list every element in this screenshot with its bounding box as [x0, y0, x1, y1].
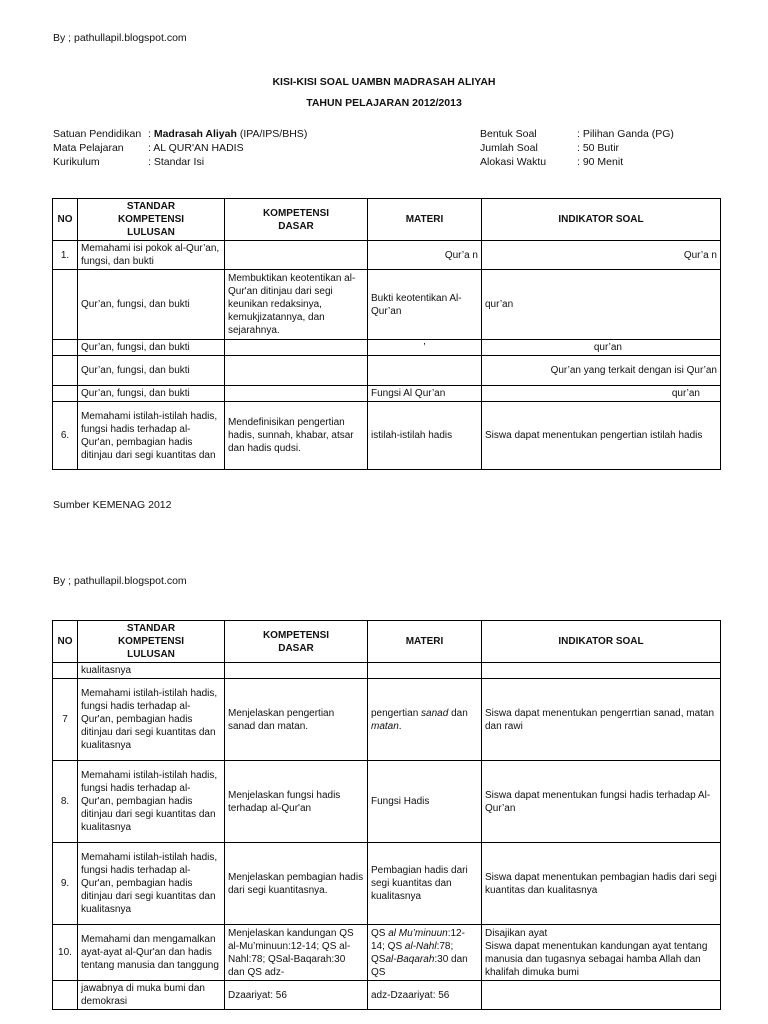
cell-skl: Qur’an, fungsi, dan bukti	[78, 340, 225, 356]
cell-skl: jawabnya di muka bumi dan demokrasi	[78, 981, 225, 1010]
cell-kd	[225, 241, 368, 270]
cell-materi	[368, 356, 482, 386]
meta-value: : Madrasah Aliyah (IPA/IPS/BHS)	[148, 128, 308, 140]
header-indikator: INDIKATOR SOAL	[482, 621, 721, 663]
table-row	[53, 356, 721, 386]
table-row	[53, 925, 721, 981]
cell-indikator: Siswa dapat menentukan pembagian hadis dari segi kuantitas dan kualitasnya	[482, 843, 721, 925]
cell-kd: Menjelaskan pembagian hadis dari segi kuantitasnya.	[225, 843, 368, 925]
cell-no	[53, 386, 78, 402]
meta-label: Jumlah Soal	[480, 142, 538, 154]
cell-no	[53, 981, 78, 1010]
header-skl: STANDAR KOMPETENSI LULUSAN	[78, 621, 225, 663]
header-skl: STANDAR KOMPETENSI LULUSAN	[78, 199, 225, 241]
table-row	[53, 241, 721, 270]
cell-materi: adz-Dzaariyat: 56	[368, 981, 482, 1010]
table-row	[53, 386, 721, 402]
table-header-row	[53, 621, 721, 663]
cell-materi: QS al Mu’minuun:12-14; QS al-Nahl:78; QSal-Baqarah:30 dan QS	[368, 925, 482, 981]
kisi-table-page2	[52, 620, 721, 1010]
meta-value: : Standar Isi	[148, 156, 205, 168]
cell-indikator: qur’an	[482, 386, 721, 402]
cell-skl: Memahami istilah-istilah hadis, fungsi hadis terhadap al-Qur'an, pembagian hadis ditinjau dari segi kuantitas dan kualitasnya	[78, 761, 225, 843]
table-row	[53, 340, 721, 356]
cell-materi: istilah-istilah hadis	[368, 402, 482, 470]
cell-materi: pengertian sanad dan matan.	[368, 679, 482, 761]
cell-indikator: qur’an	[482, 270, 721, 340]
cell-no: 9.	[53, 843, 78, 925]
cell-kd	[225, 356, 368, 386]
cell-indikator: Disajikan ayat Siswa dapat menentukan kandungan ayat tentang manusia dan tugasnya sebagai hamba Allah dan khalifah dimuka bumi	[482, 925, 721, 981]
table-row	[53, 402, 721, 470]
cell-skl: Qur’an, fungsi, dan bukti	[78, 356, 225, 386]
cell-no: 6.	[53, 402, 78, 470]
header-no: NO	[53, 199, 78, 241]
meta-label: Alokasi Waktu	[480, 156, 547, 168]
cell-no	[53, 356, 78, 386]
cell-indikator: qur’an	[482, 340, 721, 356]
header-materi: MATERI	[368, 621, 482, 663]
cell-materi: Fungsi Hadis	[368, 761, 482, 843]
cell-materi: Fungsi Al Qur’an	[368, 386, 482, 402]
cell-indikator: Siswa dapat menentukan pengertian istilah hadis	[482, 402, 721, 470]
source-note: Sumber KEMENAG 2012	[53, 499, 172, 511]
header-kd: KOMPETENSI DASAR	[225, 199, 368, 241]
header-no: NO	[53, 621, 78, 663]
cell-skl: Memahami istilah-istilah hadis, fungsi hadis terhadap al-Qur'an, pembagian hadis ditinjau dari segi kuantitas dan kualitasnya	[78, 843, 225, 925]
cell-materi: ’	[368, 340, 482, 356]
meta-label: Kurikulum	[53, 156, 100, 168]
table-row	[53, 270, 721, 340]
cell-kd: Menjelaskan fungsi hadis terhadap al-Qur'an	[225, 761, 368, 843]
cell-skl: Qur’an, fungsi, dan bukti	[78, 270, 225, 340]
cell-indikator: Qur’a n	[482, 241, 721, 270]
cell-no: 10.	[53, 925, 78, 981]
cell-skl: Memahami istilah-istilah hadis, fungsi hadis terhadap al-Qur'an, pembagian hadis ditinjau dari segi kuantitas dan	[78, 402, 225, 470]
byline: By ; pathullapil.blogspot.com	[53, 32, 187, 44]
kisi-table-page1	[52, 198, 721, 470]
table-row	[53, 761, 721, 843]
header-kd: KOMPETENSI DASAR	[225, 621, 368, 663]
table-row	[53, 663, 721, 679]
cell-skl: Memahami dan mengamalkan ayat-ayat al-Qur'an dan hadis tentang manusia dan tanggung	[78, 925, 225, 981]
cell-no: 1.	[53, 241, 78, 270]
header-materi: MATERI	[368, 199, 482, 241]
byline: By ; pathullapil.blogspot.com	[53, 575, 187, 587]
cell-no: 8.	[53, 761, 78, 843]
document-title: KISI-KISI SOAL UAMBN MADRASAH ALIYAH	[272, 76, 496, 88]
table-row	[53, 679, 721, 761]
cell-kd: Menjelaskan kandungan QS al-Mu’minuun:12-14; QS al-Nahl:78; QSal-Baqarah:30 dan QS adz-	[225, 925, 368, 981]
table-row	[53, 981, 721, 1010]
cell-no: 7	[53, 679, 78, 761]
meta-value: : 90 Menit	[577, 156, 624, 168]
meta-value: : 50 Butir	[577, 142, 620, 154]
table-header-row	[53, 199, 721, 241]
cell-skl: Memahami isi pokok al-Qur’an, fungsi, dan bukti	[78, 241, 225, 270]
cell-skl: Qur’an, fungsi, dan bukti	[78, 386, 225, 402]
cell-materi: Bukti keotentikan Al-Qur’an	[368, 270, 482, 340]
meta-label: Satuan Pendidikan	[53, 128, 142, 140]
cell-kd: Mendefinisikan pengertian hadis, sunnah, khabar, atsar dan hadis qudsi.	[225, 402, 368, 470]
cell-indikator: Siswa dapat menentukan pengerrtian sanad, matan dan rawi	[482, 679, 721, 761]
cell-no	[53, 340, 78, 356]
cell-no	[53, 270, 78, 340]
cell-kd	[225, 386, 368, 402]
cell-kd: Dzaariyat: 56	[225, 981, 368, 1010]
cell-skl: Memahami istilah-istilah hadis, fungsi hadis terhadap al-Qur'an, pembagian hadis ditinjau dari segi kuantitas dan kualitasnya	[78, 679, 225, 761]
cell-kd	[225, 340, 368, 356]
cell-kd: Membuktikan keotentikan al-Qur'an ditinjau dari segi keunikan redaksinya, kemukjizatannya, dan sejarahnya.	[225, 270, 368, 340]
meta-label: Bentuk Soal	[480, 128, 537, 140]
meta-value: : AL QUR'AN HADIS	[148, 142, 244, 154]
cell-materi: Pembagian hadis dari segi kuantitas dan kualitasnya	[368, 843, 482, 925]
document-subtitle: TAHUN PELAJARAN 2012/2013	[306, 97, 462, 109]
table-row	[53, 843, 721, 925]
meta-value: : Pilihan Ganda (PG)	[577, 128, 674, 140]
header-indikator: INDIKATOR SOAL	[482, 199, 721, 241]
cell-indikator	[482, 981, 721, 1010]
cell-indikator: Qur’an yang terkait dengan isi Qur’an	[482, 356, 721, 386]
cell-skl: kualitasnya	[78, 663, 225, 679]
cell-kd: Menjelaskan pengertian sanad dan matan.	[225, 679, 368, 761]
cell-indikator: Siswa dapat menentukan fungsi hadis terhadap Al-Qur’an	[482, 761, 721, 843]
cell-materi: Qur’a n	[368, 241, 482, 270]
meta-label: Mata Pelajaran	[53, 142, 124, 154]
